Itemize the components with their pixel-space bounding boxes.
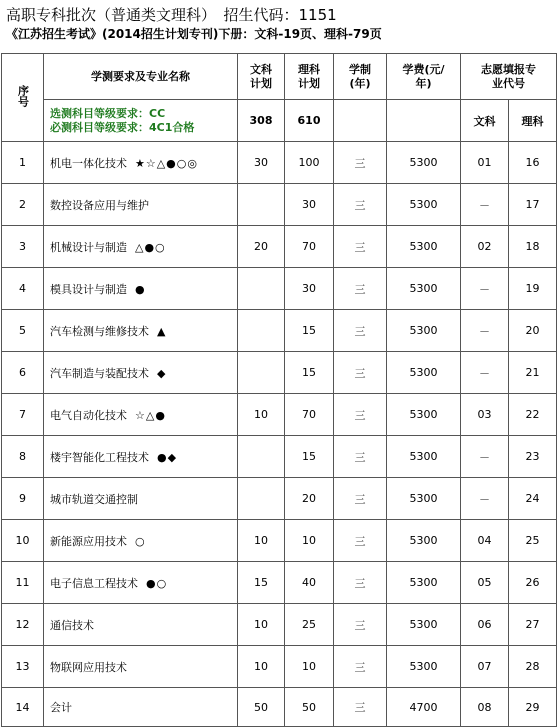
table-row <box>2 352 557 394</box>
code-li: 27 <box>509 604 557 646</box>
row-index: 4 <box>2 268 44 310</box>
program-name <box>44 520 238 562</box>
header-code-wen: 文科 <box>461 100 509 142</box>
requirements-row <box>2 100 557 142</box>
row-index: 9 <box>2 478 44 520</box>
program-symbols: ★☆△●○◎ <box>135 156 198 170</box>
row-index: 13 <box>2 646 44 688</box>
fee: 5300 <box>387 604 461 646</box>
program-name-text: 汽车检测与维修技术 <box>50 324 149 338</box>
program-name <box>44 478 238 520</box>
code-li: 28 <box>509 646 557 688</box>
page-subtitle: 《江苏招生考试》(2014招生计划专刊)下册：文科-19页、理科-79页 <box>6 27 382 41</box>
wen-plan: 10 <box>238 394 285 436</box>
code-li: 20 <box>509 310 557 352</box>
duration: 三 <box>334 394 387 436</box>
li-plan: 40 <box>285 562 334 604</box>
duration: 三 <box>334 268 387 310</box>
required-requirement: 必测科目等级要求：4C1合格 <box>50 120 195 134</box>
program-symbols: ☆△● <box>135 408 166 422</box>
code-li: 23 <box>509 436 557 478</box>
duration: 三 <box>334 226 387 268</box>
code-li: 29 <box>509 688 557 727</box>
program-symbols: ▲ <box>157 324 167 338</box>
program-name-text: 物联网应用技术 <box>50 660 127 674</box>
program-name <box>44 268 238 310</box>
code-wen: 02 <box>461 226 509 268</box>
program-name <box>44 646 238 688</box>
program-name <box>44 604 238 646</box>
wen-plan <box>238 478 285 520</box>
wen-plan: 10 <box>238 604 285 646</box>
li-plan: 20 <box>285 478 334 520</box>
program-name-text: 电子信息工程技术 <box>50 576 138 590</box>
duration: 三 <box>334 478 387 520</box>
program-symbols: ◆ <box>157 366 167 380</box>
header-code-group: 志愿填报专业代号 <box>461 54 557 100</box>
code-wen: 07 <box>461 646 509 688</box>
li-plan: 30 <box>285 268 334 310</box>
code-li: 24 <box>509 478 557 520</box>
program-symbols: ● <box>135 282 146 296</box>
table-row <box>2 184 557 226</box>
duration: 三 <box>334 436 387 478</box>
program-name-text: 楼宇智能化工程技术 <box>50 450 149 464</box>
row-index: 8 <box>2 436 44 478</box>
header-index: 序号 <box>2 54 44 142</box>
program-name-text: 机电一体化技术 <box>50 156 127 170</box>
fee: 5300 <box>387 520 461 562</box>
duration: 三 <box>334 184 387 226</box>
wen-plan: 20 <box>238 226 285 268</box>
li-plan: 25 <box>285 604 334 646</box>
fee: 5300 <box>387 184 461 226</box>
table-row <box>2 310 557 352</box>
program-symbols: △●○ <box>135 240 166 254</box>
program-name <box>44 688 238 727</box>
row-index: 12 <box>2 604 44 646</box>
duration: 三 <box>334 310 387 352</box>
program-name-text: 新能源应用技术 <box>50 534 127 548</box>
header-row <box>2 54 557 100</box>
row-index: 10 <box>2 520 44 562</box>
header-wen-plan: 文科计划 <box>238 54 285 100</box>
header-li-plan: 理科计划 <box>285 54 334 100</box>
wen-plan <box>238 268 285 310</box>
code-wen: － <box>461 436 509 478</box>
program-name <box>44 562 238 604</box>
fee: 5300 <box>387 478 461 520</box>
row-index: 3 <box>2 226 44 268</box>
row-index: 1 <box>2 142 44 184</box>
wen-plan: 10 <box>238 646 285 688</box>
header-duration: 学制(年) <box>334 54 387 100</box>
program-name-text: 机械设计与制造 <box>50 240 127 254</box>
table-row <box>2 688 557 727</box>
fee: 4700 <box>387 688 461 727</box>
row-index: 11 <box>2 562 44 604</box>
wen-plan <box>238 352 285 394</box>
duration: 三 <box>334 352 387 394</box>
blank-cell <box>387 100 461 142</box>
table-row <box>2 268 557 310</box>
code-wen: 06 <box>461 604 509 646</box>
program-name <box>44 436 238 478</box>
table-row <box>2 646 557 688</box>
wen-total: 308 <box>238 100 285 142</box>
row-index: 2 <box>2 184 44 226</box>
code-wen: － <box>461 478 509 520</box>
table-row <box>2 394 557 436</box>
li-plan: 70 <box>285 394 334 436</box>
wen-plan: 50 <box>238 688 285 727</box>
fee: 5300 <box>387 226 461 268</box>
code-li: 26 <box>509 562 557 604</box>
fee: 5300 <box>387 646 461 688</box>
li-plan: 50 <box>285 688 334 727</box>
code-li: 21 <box>509 352 557 394</box>
code-li: 17 <box>509 184 557 226</box>
header-fee: 学费(元/年) <box>387 54 461 100</box>
code-wen: － <box>461 352 509 394</box>
code-wen: 05 <box>461 562 509 604</box>
program-name <box>44 352 238 394</box>
code-li: 22 <box>509 394 557 436</box>
blank-cell <box>334 100 387 142</box>
program-name-text: 模具设计与制造 <box>50 282 127 296</box>
code-wen: － <box>461 184 509 226</box>
fee: 5300 <box>387 394 461 436</box>
wen-plan <box>238 436 285 478</box>
table-row <box>2 562 557 604</box>
duration: 三 <box>334 562 387 604</box>
wen-plan: 10 <box>238 520 285 562</box>
wen-plan: 30 <box>238 142 285 184</box>
li-plan: 70 <box>285 226 334 268</box>
duration: 三 <box>334 646 387 688</box>
code-wen: 04 <box>461 520 509 562</box>
row-index: 7 <box>2 394 44 436</box>
li-plan: 10 <box>285 520 334 562</box>
duration: 三 <box>334 142 387 184</box>
program-symbols: ●◆ <box>157 450 178 464</box>
code-wen: 01 <box>461 142 509 184</box>
row-index: 14 <box>2 688 44 727</box>
table-row <box>2 436 557 478</box>
program-name <box>44 142 238 184</box>
program-name-text: 通信技术 <box>50 618 94 632</box>
program-name-text: 汽车制造与装配技术 <box>50 366 149 380</box>
table-row <box>2 604 557 646</box>
duration: 三 <box>334 604 387 646</box>
code-wen: 03 <box>461 394 509 436</box>
code-li: 18 <box>509 226 557 268</box>
table-row <box>2 142 557 184</box>
code-wen: － <box>461 310 509 352</box>
requirements-cell <box>44 100 238 142</box>
row-index: 5 <box>2 310 44 352</box>
code-wen: － <box>461 268 509 310</box>
fee: 5300 <box>387 268 461 310</box>
code-li: 25 <box>509 520 557 562</box>
table-row <box>2 520 557 562</box>
code-li: 16 <box>509 142 557 184</box>
li-plan: 30 <box>285 184 334 226</box>
li-plan: 100 <box>285 142 334 184</box>
header-name: 学测要求及专业名称 <box>44 54 238 100</box>
program-name <box>44 310 238 352</box>
row-index: 6 <box>2 352 44 394</box>
code-li: 19 <box>509 268 557 310</box>
header-code-li: 理科 <box>509 100 557 142</box>
page-title: 高职专科批次（普通类文理科） 招生代码：1151 <box>6 6 337 24</box>
table-row <box>2 478 557 520</box>
program-symbols: ●○ <box>146 576 168 590</box>
program-name <box>44 226 238 268</box>
fee: 5300 <box>387 142 461 184</box>
li-total: 610 <box>285 100 334 142</box>
program-name <box>44 184 238 226</box>
li-plan: 15 <box>285 310 334 352</box>
fee: 5300 <box>387 562 461 604</box>
li-plan: 15 <box>285 352 334 394</box>
enrollment-table <box>1 53 557 727</box>
wen-plan <box>238 184 285 226</box>
fee: 5300 <box>387 436 461 478</box>
table-row <box>2 226 557 268</box>
program-name-text: 电气自动化技术 <box>50 408 127 422</box>
program-name-text: 会计 <box>50 701 72 714</box>
li-plan: 15 <box>285 436 334 478</box>
program-name <box>44 394 238 436</box>
wen-plan <box>238 310 285 352</box>
fee: 5300 <box>387 352 461 394</box>
program-name-text: 数控设备应用与维护 <box>50 198 149 212</box>
wen-plan: 15 <box>238 562 285 604</box>
duration: 三 <box>334 688 387 727</box>
elective-requirement: 选测科目等级要求：CC <box>50 106 166 120</box>
duration: 三 <box>334 520 387 562</box>
li-plan: 10 <box>285 646 334 688</box>
fee: 5300 <box>387 310 461 352</box>
code-wen: 08 <box>461 688 509 727</box>
program-name-text: 城市轨道交通控制 <box>50 492 138 506</box>
program-symbols: ○ <box>135 534 146 548</box>
